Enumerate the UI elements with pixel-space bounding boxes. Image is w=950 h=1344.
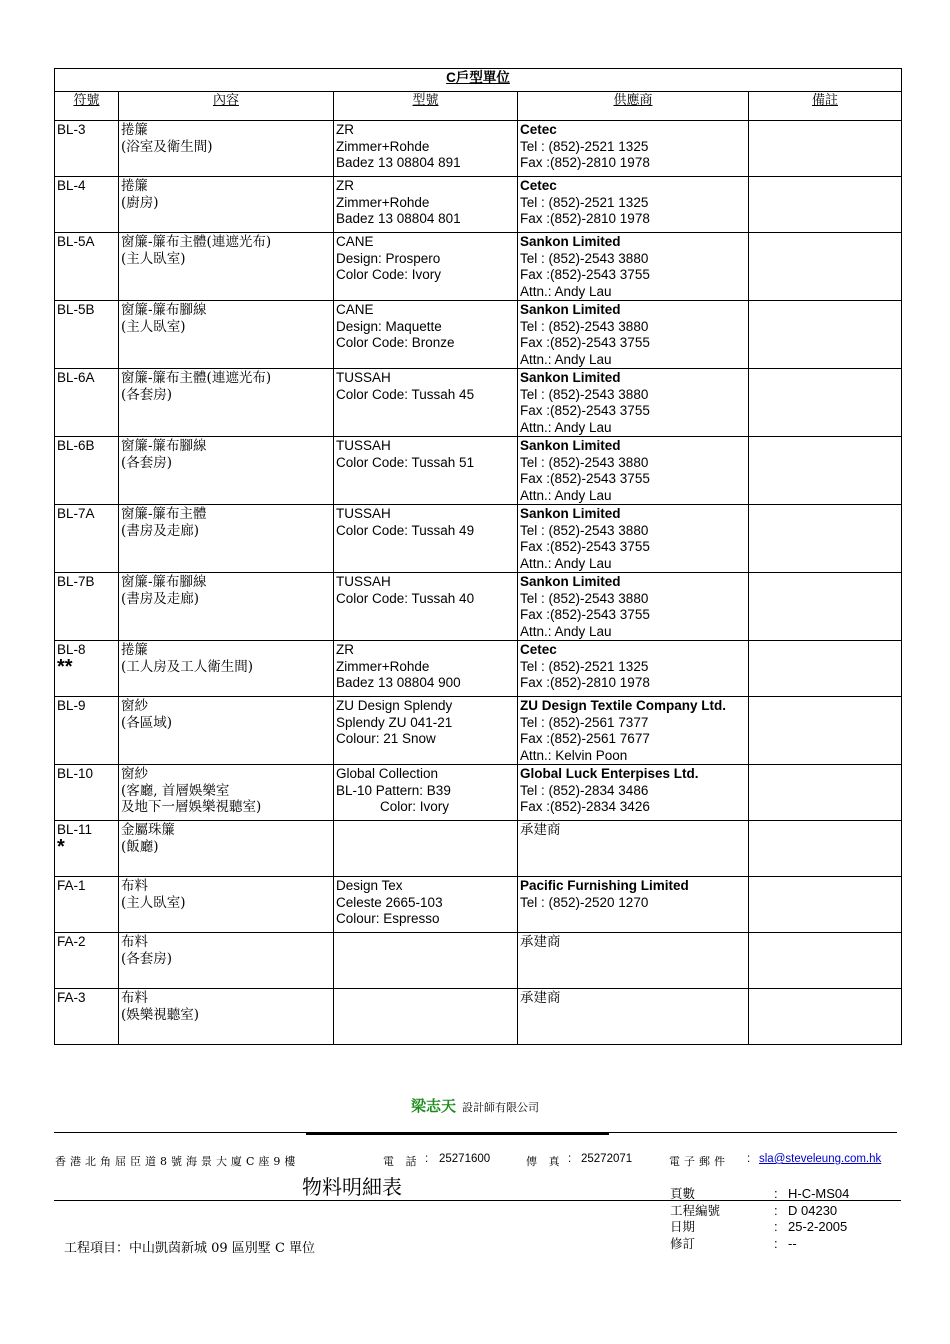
cell-remarks [749, 301, 902, 369]
content-line: (浴室及衛生間) [121, 138, 213, 155]
supplier-line: Fax :(852)-2543 3755 [520, 403, 650, 418]
cell-content [119, 369, 334, 437]
cell-supplier [518, 573, 749, 641]
cell-code [55, 877, 119, 933]
content-line: (各套房) [121, 950, 173, 967]
supplier-line: Fax :(852)-2810 1978 [520, 155, 650, 170]
supplier-line: Tel : (852)-2543 3880 [520, 250, 649, 266]
supplier-line: Fax :(852)-2543 3755 [520, 267, 650, 282]
meta-colon: : [774, 1186, 778, 1201]
cell-remarks [749, 989, 902, 1045]
cell-code [55, 505, 119, 573]
supplier-line: Attn.: Andy Lau [520, 623, 612, 639]
cell-supplier [518, 641, 749, 697]
material-schedule-table [54, 68, 902, 1045]
cell-supplier [518, 121, 749, 177]
cell-remarks [749, 505, 902, 573]
supplier-name: Cetec [520, 178, 557, 193]
model-line: Splendy ZU 041-21 [336, 714, 453, 730]
content-line: 及地下一層娛樂視聽室) [121, 799, 262, 815]
cell-model [334, 877, 518, 933]
cell-model [334, 989, 518, 1045]
content-line: 窗簾-簾布腳線 [121, 302, 207, 318]
item-code: FA-1 [57, 878, 86, 893]
cell-remarks [749, 121, 902, 177]
item-code: BL-5A [57, 234, 95, 249]
model-line: Badez 13 08804 891 [336, 155, 461, 170]
cell-supplier [518, 437, 749, 505]
cell-model [334, 505, 518, 573]
model-line: Badez 13 08804 900 [336, 675, 461, 690]
content-line: (工人房及工人衛生間) [121, 658, 254, 675]
cell-remarks [749, 573, 902, 641]
content-line: (客廳, 首層娛樂室 [121, 782, 230, 799]
cell-supplier [518, 301, 749, 369]
item-code: BL-10 [57, 766, 94, 781]
company-name [0, 1095, 950, 1116]
cell-code [55, 233, 119, 301]
supplier-line: 承建商 [520, 822, 561, 838]
supplier-name: Pacific Furnishing Limited [520, 878, 689, 893]
item-code: BL-11 [57, 822, 93, 837]
cell-model [334, 233, 518, 301]
supplier-line: Fax :(852)-2810 1978 [520, 211, 650, 226]
fax-colon: : [568, 1153, 572, 1165]
cell-code [55, 697, 119, 765]
meta-colon: : [774, 1219, 778, 1234]
content-line: 布料 [121, 934, 148, 950]
supplier-name: Cetec [520, 642, 557, 657]
content-line: (廚房) [121, 194, 159, 211]
company-name-cn: 梁志天 [410, 1097, 456, 1115]
item-code: BL-6A [57, 370, 95, 385]
cell-supplier [518, 877, 749, 933]
item-mark: ** [57, 655, 73, 678]
content-line: (娛樂視聽室) [121, 1006, 200, 1023]
content-line: 窗簾-簾布主體(連遮光布) [121, 234, 272, 250]
cell-content [119, 989, 334, 1045]
cell-code [55, 437, 119, 505]
cell-model [334, 177, 518, 233]
content-line: 窗簾-簾布主體 [121, 506, 207, 522]
cell-remarks [749, 369, 902, 437]
cell-supplier [518, 933, 749, 989]
supplier-line: 承建商 [520, 934, 561, 950]
cell-model [334, 301, 518, 369]
model-line: Zimmer+Rohde [336, 658, 430, 674]
model-line: Color Code: Tussah 49 [336, 522, 475, 538]
content-line: 窗簾-簾布腳線 [121, 574, 207, 590]
cell-content [119, 641, 334, 697]
content-line: (各區域) [121, 714, 173, 731]
supplier-line: Fax :(852)-2543 3755 [520, 335, 650, 350]
cell-model [334, 369, 518, 437]
project-name: 工程項目：中山凱茵新城 09 區別墅 C 單位 [64, 1241, 316, 1256]
supplier-line: Fax :(852)-2543 3755 [520, 539, 650, 554]
item-code: BL-8 [57, 642, 86, 657]
content-line: (飯廳) [121, 838, 159, 855]
tel-colon: : [425, 1153, 429, 1165]
model-line: TUSSAH [336, 574, 391, 589]
cell-code [55, 177, 119, 233]
supplier-line: Fax :(852)-2834 3426 [520, 799, 650, 814]
model-line: Design: Maquette [336, 318, 442, 334]
table-row [55, 505, 902, 573]
supplier-line: Attn.: Andy Lau [520, 351, 612, 367]
model-line: CANE [336, 234, 374, 249]
model-line: CANE [336, 302, 374, 317]
model-line: TUSSAH [336, 438, 391, 453]
model-line: Colour: Espresso [336, 911, 440, 926]
supplier-line: Tel : (852)-2543 3880 [520, 318, 649, 334]
cell-code [55, 641, 119, 697]
table-row [55, 437, 902, 505]
cell-remarks [749, 821, 902, 877]
model-line: ZR [336, 122, 354, 137]
supplier-line: Tel : (852)-2834 3486 [520, 782, 649, 798]
supplier-name: ZU Design Textile Company Ltd. [520, 698, 727, 713]
table-title: C戶型單位 [55, 69, 902, 92]
meta-colon: : [774, 1202, 778, 1218]
content-line: 金屬珠簾 [121, 822, 175, 838]
cell-remarks [749, 177, 902, 233]
cell-model [334, 933, 518, 989]
document-meta [670, 1186, 849, 1252]
table-row [55, 233, 902, 301]
content-line: (主人臥室) [121, 318, 186, 335]
content-line: (各套房) [121, 386, 173, 403]
supplier-name: Cetec [520, 122, 557, 137]
cell-supplier [518, 821, 749, 877]
cell-content [119, 437, 334, 505]
cell-model [334, 697, 518, 765]
item-code: BL-3 [57, 122, 86, 137]
cell-supplier [518, 233, 749, 301]
header-content: 內容 [119, 92, 334, 121]
item-code: FA-2 [57, 934, 86, 949]
content-line: 布料 [121, 878, 148, 894]
content-line: (書房及走廊) [121, 590, 200, 607]
cell-code [55, 121, 119, 177]
cell-remarks [749, 233, 902, 301]
content-line: 布料 [121, 990, 148, 1006]
cell-supplier [518, 505, 749, 573]
cell-content [119, 765, 334, 821]
document-title: 物料明細表 [302, 1175, 402, 1199]
cell-content [119, 177, 334, 233]
cell-supplier [518, 989, 749, 1045]
cell-remarks [749, 437, 902, 505]
content-line: 捲簾 [121, 178, 148, 194]
model-line: Color Code: Bronze [336, 335, 455, 350]
header-model: 型號 [334, 92, 518, 121]
cell-code [55, 301, 119, 369]
supplier-line: Fax :(852)-2543 3755 [520, 471, 650, 486]
supplier-line: Tel : (852)-2520 1270 [520, 894, 649, 910]
supplier-line: Tel : (852)-2543 3880 [520, 386, 649, 402]
model-line: Design: Prospero [336, 250, 441, 266]
meta-label: 頁數 [670, 1186, 696, 1201]
cell-code [55, 989, 119, 1045]
supplier-line: Tel : (852)-2521 1325 [520, 138, 649, 154]
supplier-line: Fax :(852)-2543 3755 [520, 607, 650, 622]
supplier-line: Tel : (852)-2543 3880 [520, 522, 649, 538]
table-row [55, 821, 902, 877]
model-line: Color Code: Tussah 40 [336, 590, 475, 606]
supplier-line: Attn.: Kelvin Poon [520, 747, 628, 763]
cell-code [55, 573, 119, 641]
model-line: Design Tex [336, 878, 403, 893]
cell-model [334, 641, 518, 697]
cell-remarks [749, 641, 902, 697]
model-line: ZU Design Splendy [336, 698, 453, 713]
meta-value: -- [788, 1235, 797, 1251]
supplier-name: Sankon Limited [520, 370, 621, 385]
cell-model [334, 573, 518, 641]
cell-code [55, 933, 119, 989]
cell-remarks [749, 765, 902, 821]
meta-row-revision [670, 1236, 849, 1253]
content-line: 捲簾 [121, 122, 148, 138]
cell-content [119, 573, 334, 641]
cell-model [334, 821, 518, 877]
table-row [55, 765, 902, 821]
supplier-name: Sankon Limited [520, 506, 621, 521]
cell-supplier [518, 697, 749, 765]
meta-label: 修訂 [670, 1235, 696, 1251]
content-line: (主人臥室) [121, 894, 186, 911]
cell-remarks [749, 877, 902, 933]
supplier-line: Tel : (852)-2561 7377 [520, 714, 649, 730]
meta-colon: : [774, 1235, 778, 1251]
cell-supplier [518, 369, 749, 437]
cell-code [55, 765, 119, 821]
cell-content [119, 121, 334, 177]
table-row [55, 697, 902, 765]
cell-supplier [518, 177, 749, 233]
table-row [55, 573, 902, 641]
supplier-line: Attn.: Andy Lau [520, 487, 612, 503]
table-row [55, 301, 902, 369]
table-row [55, 933, 902, 989]
item-code: FA-3 [57, 990, 86, 1005]
content-line: (各套房) [121, 454, 173, 471]
cell-model [334, 765, 518, 821]
supplier-name: Sankon Limited [520, 438, 621, 453]
model-line: ZR [336, 642, 354, 657]
cell-supplier [518, 765, 749, 821]
supplier-line: 承建商 [520, 990, 561, 1006]
company-name-sub: 設計師有限公司 [462, 1101, 539, 1114]
cell-content [119, 933, 334, 989]
model-line: Badez 13 08804 801 [336, 211, 461, 226]
item-code: BL-4 [57, 178, 86, 193]
model-line: Celeste 2665-103 [336, 894, 443, 910]
supplier-line: Fax :(852)-2810 1978 [520, 675, 650, 690]
supplier-name: Sankon Limited [520, 574, 621, 589]
table-row [55, 989, 902, 1045]
meta-label: 工程編號 [670, 1202, 721, 1218]
fax-label: 傳 真 [526, 1155, 564, 1168]
meta-row-date [670, 1219, 849, 1236]
model-line: Color: Ivory [380, 799, 450, 814]
meta-value: D 04230 [788, 1202, 838, 1218]
tel-label: 電 話 [383, 1155, 421, 1168]
item-code: BL-7A [57, 506, 95, 521]
tel-value: 25271600 [439, 1153, 491, 1165]
supplier-name: Sankon Limited [520, 302, 621, 317]
header-remarks: 備註 [749, 92, 902, 121]
supplier-name: Sankon Limited [520, 234, 621, 249]
cell-content [119, 821, 334, 877]
cell-model [334, 121, 518, 177]
supplier-name: Global Luck Enterpises Ltd. [520, 766, 699, 781]
table-row [55, 369, 902, 437]
content-line: 窗紗 [121, 766, 148, 782]
meta-value: H-C-MS04 [788, 1186, 850, 1201]
cell-remarks [749, 697, 902, 765]
item-code: BL-9 [57, 698, 86, 713]
content-line: 捲簾 [121, 642, 148, 658]
supplier-line: Tel : (852)-2543 3880 [520, 454, 649, 470]
supplier-line: Attn.: Andy Lau [520, 555, 612, 571]
email-colon: : [747, 1153, 751, 1165]
model-line: Color Code: Tussah 45 [336, 386, 475, 402]
content-line: 窗簾-簾布腳線 [121, 438, 207, 454]
table-row [55, 177, 902, 233]
model-line: Zimmer+Rohde [336, 138, 430, 154]
model-line: Global Collection [336, 766, 439, 781]
model-line: TUSSAH [336, 506, 391, 521]
supplier-line: Attn.: Andy Lau [520, 283, 612, 299]
meta-label: 日期 [670, 1219, 696, 1234]
cell-code [55, 369, 119, 437]
cell-content [119, 877, 334, 933]
cell-code [55, 821, 119, 877]
table-row [55, 641, 902, 697]
table-row [55, 877, 902, 933]
content-line: (書房及走廊) [121, 522, 200, 539]
item-mark: * [57, 835, 65, 858]
content-line: (主人臥室) [121, 250, 186, 267]
footer-divider-accent [306, 1132, 609, 1135]
item-code: BL-6B [57, 438, 95, 453]
supplier-line: Attn.: Andy Lau [520, 419, 612, 435]
header-code: 符號 [55, 92, 119, 121]
cell-content [119, 233, 334, 301]
meta-value: 25-2-2005 [788, 1219, 848, 1234]
supplier-line: Tel : (852)-2521 1325 [520, 658, 649, 674]
supplier-line: Fax :(852)-2561 7677 [520, 731, 650, 746]
model-line: BL-10 Pattern: B39 [336, 782, 451, 798]
meta-row-project-no [670, 1203, 849, 1220]
cell-content [119, 505, 334, 573]
model-line: ZR [336, 178, 354, 193]
supplier-line: Tel : (852)-2521 1325 [520, 194, 649, 210]
cell-content [119, 697, 334, 765]
cell-remarks [749, 933, 902, 989]
model-line: TUSSAH [336, 370, 391, 385]
supplier-line: Tel : (852)-2543 3880 [520, 590, 649, 606]
model-line: Colour: 21 Snow [336, 731, 436, 746]
fax-value: 25272071 [581, 1153, 633, 1165]
table-row [55, 121, 902, 177]
model-line: Color Code: Ivory [336, 267, 442, 282]
header-supplier: 供應商 [518, 92, 749, 121]
item-code: BL-7B [57, 574, 95, 589]
email-label: 電子郵件 [669, 1155, 729, 1168]
model-line: Color Code: Tussah 51 [336, 454, 475, 470]
meta-row-page [670, 1186, 849, 1203]
email-link[interactable]: sla@steveleung.com.hk [759, 1153, 882, 1165]
model-line: Zimmer+Rohde [336, 194, 430, 210]
address: 香港北角屈臣道8號海景大廈C座9樓 [55, 1155, 300, 1168]
content-line: 窗紗 [121, 698, 148, 714]
item-code: BL-5B [57, 302, 95, 317]
cell-model [334, 437, 518, 505]
content-line: 窗簾-簾布主體(連遮光布) [121, 370, 272, 386]
cell-content [119, 301, 334, 369]
